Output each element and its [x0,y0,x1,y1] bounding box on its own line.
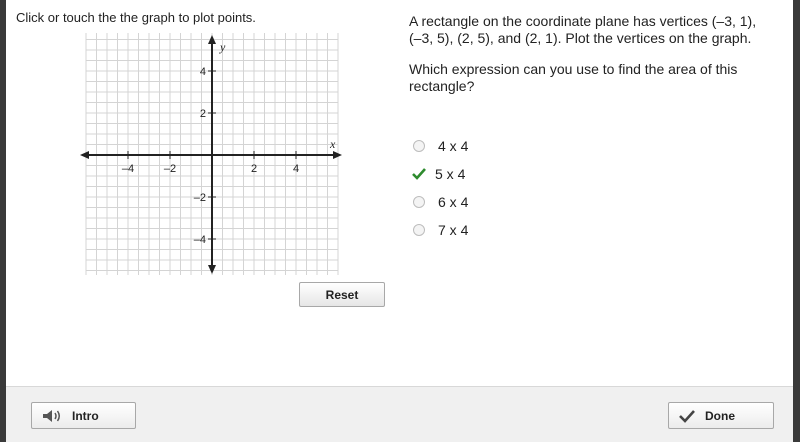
checkmark-icon [679,409,695,423]
answer-options [411,132,468,244]
y-tick-label: –2 [193,192,206,204]
done-button[interactable] [668,402,774,429]
activity-panel [6,0,793,386]
y-tick-label: 2 [199,108,206,120]
option-label: 7 x 4 [438,222,469,238]
option-label: 4 x 4 [438,138,469,154]
answer-option[interactable] [411,188,468,216]
answer-option[interactable] [411,160,468,188]
checkmark-icon [412,168,426,180]
radio-button[interactable] [413,196,425,208]
answer-option[interactable] [411,216,468,244]
x-axis-label: x [330,137,336,151]
radio-button[interactable] [413,140,425,152]
reset-button[interactable]: Reset [299,282,385,307]
y-axis-arrow-down [208,265,216,274]
speaker-icon [42,409,62,423]
x-tick-label: –4 [121,163,135,175]
radio-button[interactable] [413,224,425,236]
option-label: 5 x 4 [435,166,466,182]
x-axis-arrow-left [80,151,89,159]
x-tick-label: –2 [163,163,177,175]
x-tick-label: 2 [250,163,258,175]
option-label: 6 x 4 [438,194,469,210]
y-axis-label: y [220,40,226,54]
coordinate-graph[interactable] [74,33,344,275]
y-tick-label: 4 [199,66,206,78]
x-tick-label: 4 [292,163,300,175]
question-ask: Which expression can you use to find the area of this rectangle? [409,61,738,94]
intro-label: Intro [72,408,99,423]
question-block [409,13,759,109]
answer-option[interactable] [411,132,468,160]
y-tick-label: –4 [193,234,206,246]
done-label: Done [705,408,735,423]
question-prompt: A rectangle on the coordinate plane has vertices (–3, 1), (–3, 5), (2, 5), and (2, 1). Plot the vertices on the graph. [409,13,757,46]
intro-button[interactable] [31,402,136,429]
instruction-text: Click or touch the the graph to plot points. [16,10,256,25]
